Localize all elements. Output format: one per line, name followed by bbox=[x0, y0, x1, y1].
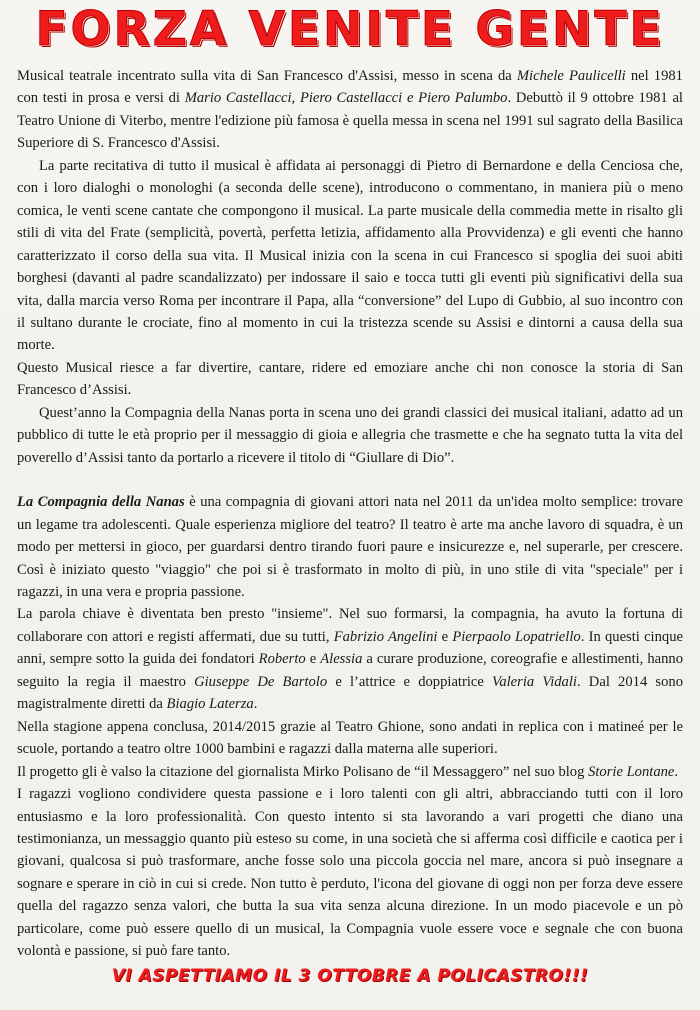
paragraph-company bbox=[17, 491, 683, 603]
text-run: nel 1981 con testi in prosa e versi di bbox=[17, 68, 683, 107]
blog-name: Storie Lontane bbox=[588, 763, 675, 780]
paragraph-season: Nella stagione appena conclusa, 2014/2015 grazie al Teatro Ghione, sono andati in replica con i matineé per le scuole, portando a teatro oltre 1000 bambini e ragazzi dalla materna alle superiori. bbox=[17, 718, 683, 758]
authors-names: Mario Castellacci, Piero Castellacci e Piero Palumbo bbox=[184, 90, 508, 107]
person-name: Fabrizio Angelini bbox=[333, 628, 438, 645]
paragraph-plot: La parte recitativa di tutto il musical è affidata ai personaggi di Pietro di Bernardone e della Cenciosa che, con i loro dialoghi o monologhi (a seconda delle scene), introducono o commentano, in maniera più o meno comica, le venti scene cantate che compongono il musical. La parte musicale della commedia mette in risalto gli stili di vita del Frate (semplicità, povertà, perfetta letizia, affidamento alla Provvidenza) e gli eventi che hanno caratterizzato il corso della sua vita. Il Musical inizia con la scena in cui Francesco si spoglia dei suoi abiti borghesi (davanti al padre scandalizzato) per indossare il saio e tocca tutti gli eventi più significativi della sua vita, dalla marcia verso Roma per incontrare il Papa, alla “conversione” del Lupo di Gubbio, al suo incontro con il sultano durante le crociate, fino al momento in cui la tristezza scende su Assisi e dintorni a causa della sua morte. bbox=[17, 157, 683, 354]
text-run: . Dal 2014 sono magistralmente diretti da bbox=[17, 673, 683, 713]
person-name: Roberto bbox=[258, 651, 306, 668]
text-run: e bbox=[437, 628, 453, 645]
event-announcement: VI ASPETTIAMO IL 3 OTTOBRE A POLICASTRO!!! bbox=[111, 966, 589, 986]
person-name: Pierpaolo Lopatriello bbox=[452, 628, 581, 645]
paragraph-press bbox=[17, 761, 683, 783]
text-run: e l’attrice e doppiatrice bbox=[327, 673, 493, 690]
text-run: . Debuttò il 9 ottobre 1981 al Teatro Unione di Viterbo, mentre l'edizione più famosa è quella messa in scena nel 1991 sul sagrato della Basilica Superiore di S. Francesco d'Assisi. bbox=[17, 90, 683, 152]
flyer-title: FORZA VENITE GENTE bbox=[35, 2, 665, 57]
text-run: è una compagnia di giovani attori nata nel 2011 da un'idea molto semplice: trovare un legame tra adolescenti. Quale esperienza migliore del teatro? Il teatro è arte ma anche lavoro di squadra, è un modo per mettersi in gioco, per guardarsi dentro tirando fuori paure e insicurezze e, nel superarle, per crescere. Così è iniziato questo "viaggio" che poi si è trasformato in molto di più, in uno stile di vita "speciale" per i ragazzi, in una vera e propria passione. bbox=[17, 494, 683, 600]
text-run: Musical teatrale incentrato sulla vita di San Francesco d'Assisi, messo in scena da bbox=[17, 68, 517, 84]
text-run: . bbox=[253, 696, 258, 713]
text-run: La parola chiave è diventata ben presto "insieme". Nel suo formarsi, la compagnia, ha avuto la fortuna di collaborare con attori e registi affermati, due su tutti, bbox=[17, 606, 683, 645]
person-name: Biagio Laterza bbox=[166, 696, 254, 713]
company-name: La Compagnia della Nanas bbox=[17, 494, 185, 511]
paragraph-intro bbox=[17, 65, 683, 155]
person-name: Alessia bbox=[320, 651, 363, 668]
person-name: Valeria Vidali bbox=[492, 673, 577, 690]
text-run: Il progetto gli è valso la citazione del giornalista Mirko Polisano de “il Messaggero” nel suo blog bbox=[17, 763, 589, 780]
text-run: . bbox=[674, 763, 679, 780]
text-run: a curare produzione, coreografie e allestimenti, hanno seguito la regia il maestro bbox=[17, 651, 684, 690]
text-run: e bbox=[305, 651, 321, 668]
director-name: Michele Paulicelli bbox=[516, 68, 626, 84]
person-name: Giuseppe De Bartolo bbox=[194, 673, 328, 690]
paragraph-mission: I ragazzi vogliono condividere questa passione e i loro talenti con gli altri, abbracciando tutti con il loro entusiasmo e la loro professionalità. Con questo intento si sta lavorando a vari progetti che diano una testimonianza, un messaggio quanto più esteso su come, in una società che si afferma così difficile e caotica per i giovani, qualcosa si può trasformare, anche fosse solo una piccola goccia nel mare, ancora si può insegnare a sognare e sperare in ciò in cui si crede. Non tutto è perduto, l'icona del giovane di oggi non per forza deve essere quella del ragazzo senza valori, che butta la sua vita senza alcuna direzione. In un modo piacevole e un pò particolare, come può essere quello di un musical, la Compagnia vuole essere voce e segnale che con buona volontà e passione, si può fare tanto. bbox=[17, 786, 683, 960]
flyer-body bbox=[17, 65, 683, 963]
paragraph-collaborations bbox=[17, 603, 683, 715]
text-run: . In questi cinque anni, sempre sotto la guida dei fondatori bbox=[17, 628, 683, 668]
paragraph-this-year: Quest’anno la Compagnia della Nanas porta in scena uno dei grandi classici dei musical italiani, adatto ad un pubblico di tutte le età proprio per il messaggio di gioia e allegria che trasmette e che ha segnato tutta la vita del poverello d’Assisi tanto da portarlo a ricevere il titolo di “Giullare di Dio”. bbox=[17, 404, 683, 466]
paragraph-appeal: Questo Musical riesce a far divertire, cantare, ridere ed emoziare anche chi non conosce la storia di San Francesco d’Assisi. bbox=[17, 359, 683, 399]
